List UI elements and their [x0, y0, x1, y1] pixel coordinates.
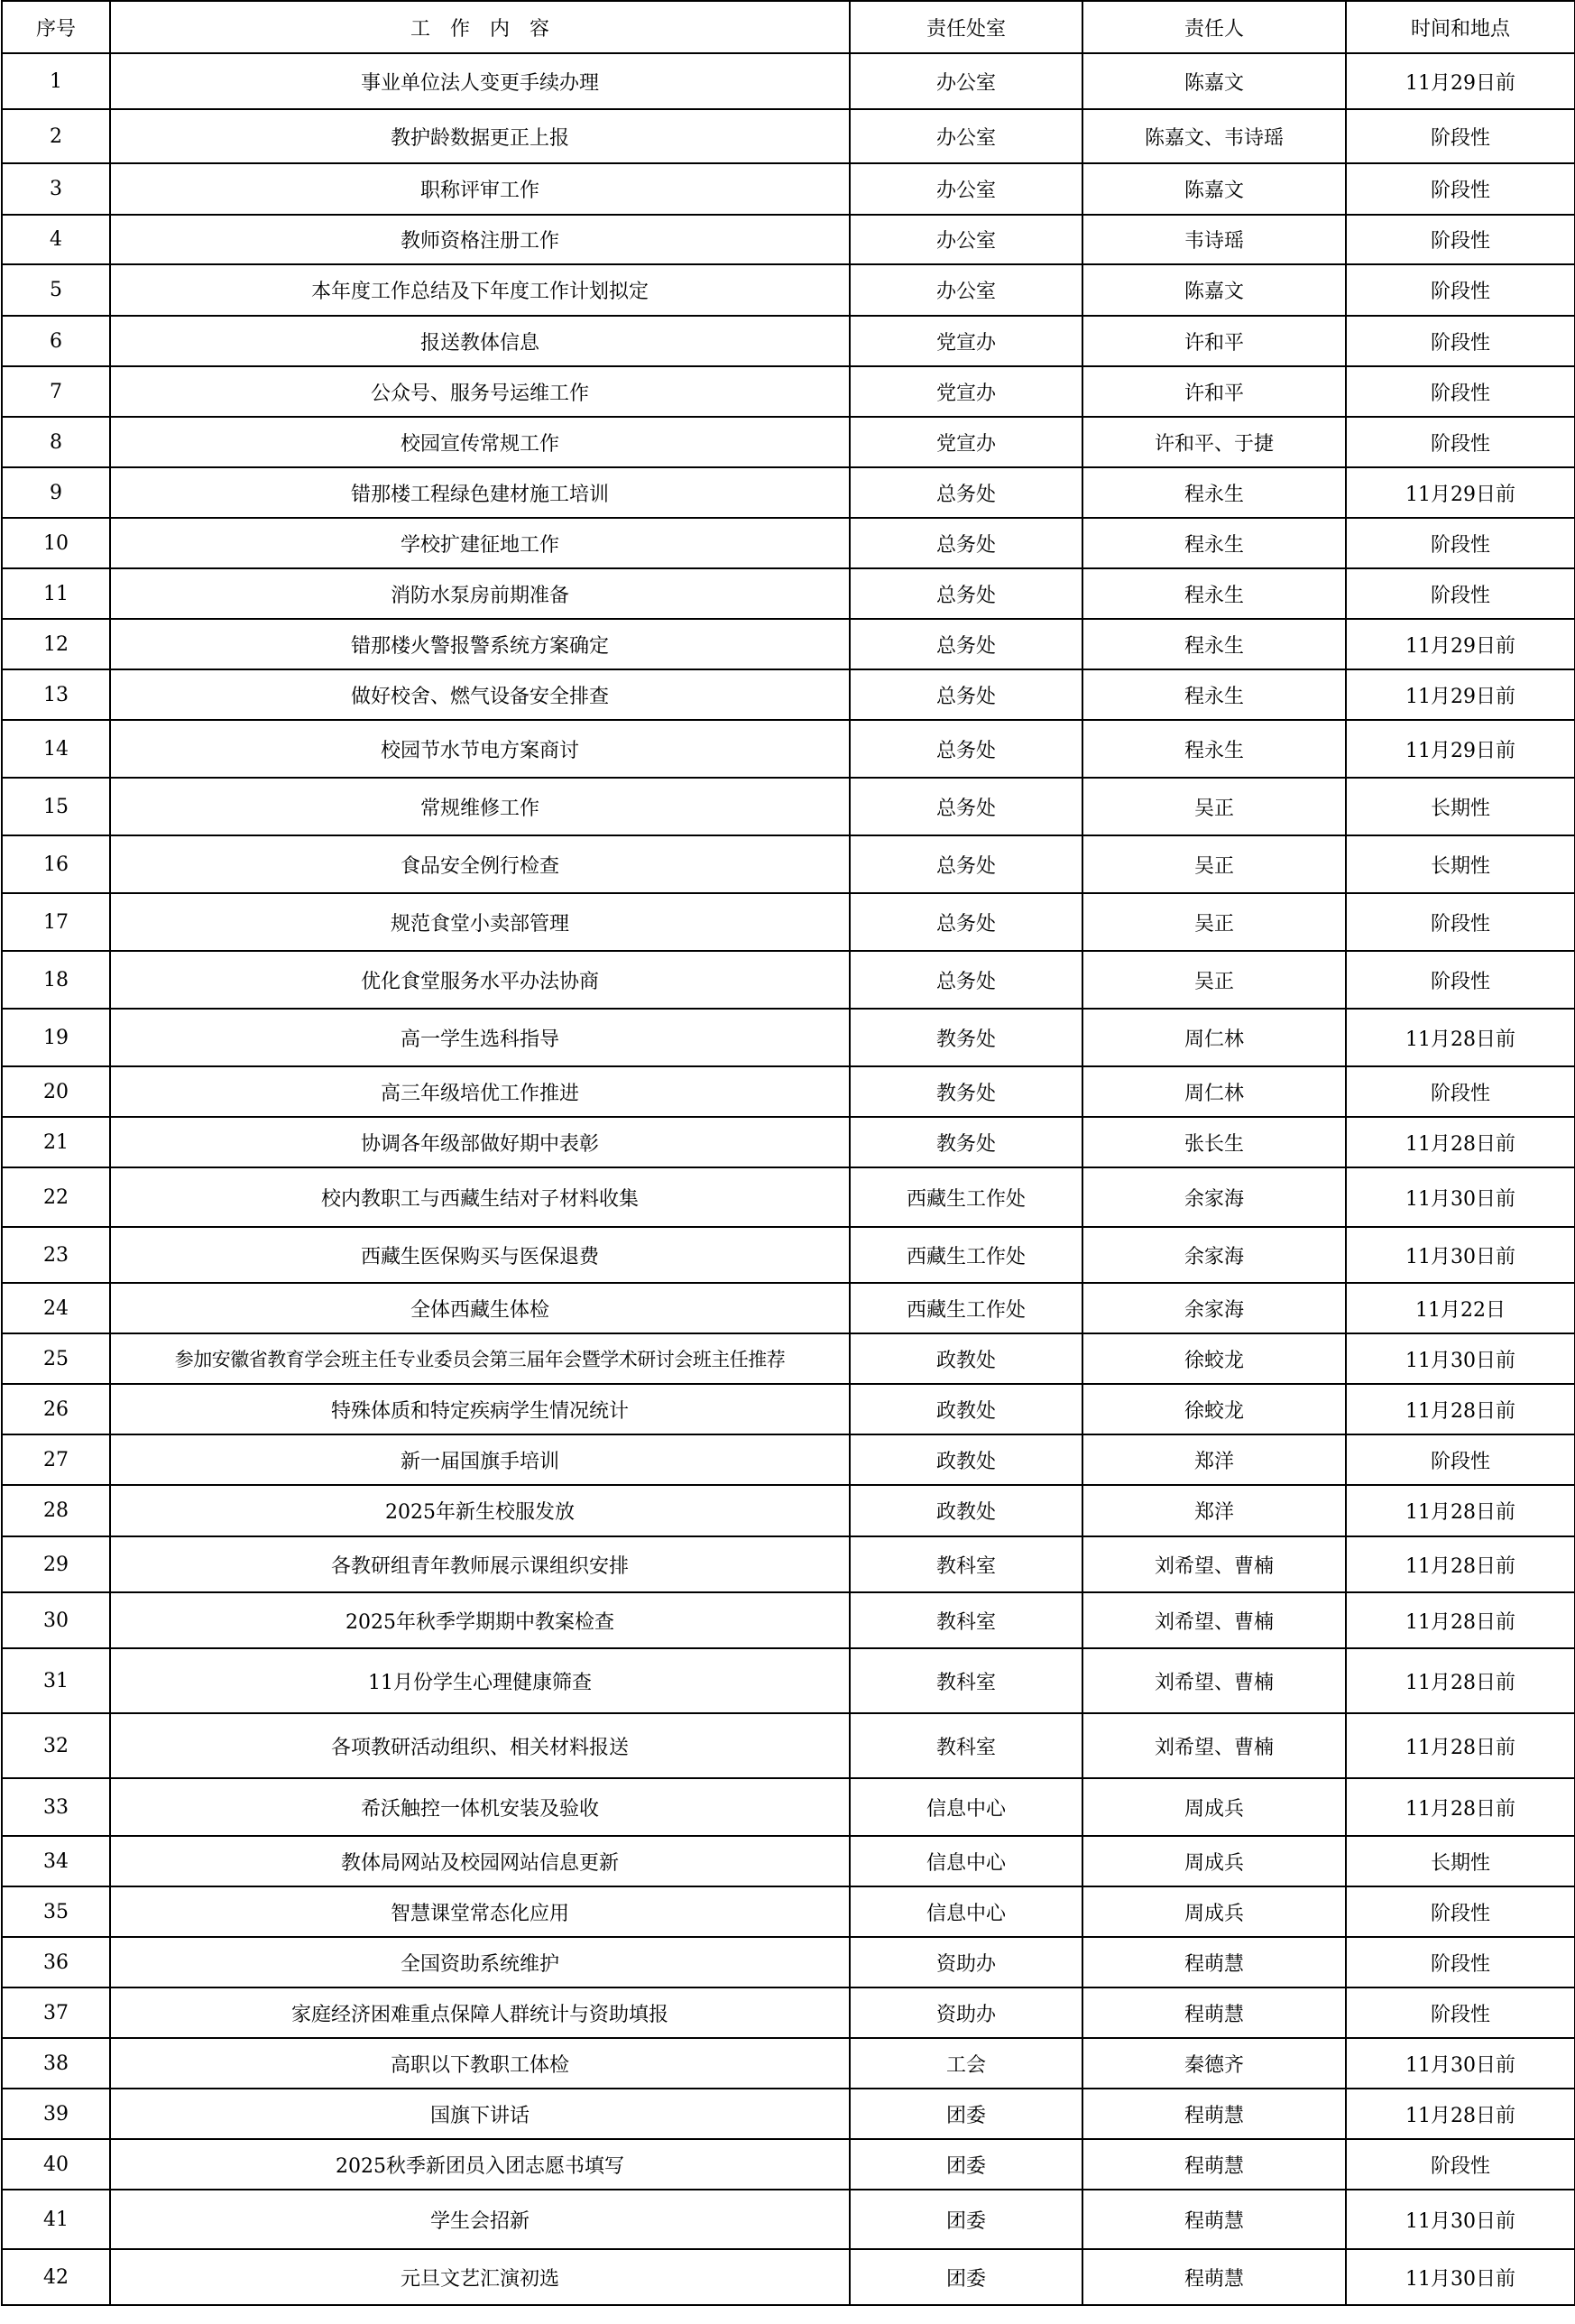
row-responsible-person: 程永生 [1082, 619, 1346, 669]
row-work-content: 公众号、服务号运维工作 [110, 366, 850, 417]
table-row [2, 1227, 1575, 1283]
row-serial-number: 13 [2, 669, 110, 720]
row-responsible-person: 程萌慧 [1082, 2190, 1346, 2249]
row-responsible-person: 刘希望、曹楠 [1082, 1536, 1346, 1592]
row-responsible-person: 程永生 [1082, 518, 1346, 568]
row-time-and-place: 阶段性 [1346, 2139, 1575, 2190]
row-time-and-place: 长期性 [1346, 835, 1575, 893]
work-plan-table [1, 0, 1575, 2306]
row-work-content: 错那楼火警报警系统方案确定 [110, 619, 850, 669]
row-serial-number: 24 [2, 1283, 110, 1333]
table-row [2, 568, 1575, 619]
row-responsible-department: 办公室 [850, 53, 1082, 109]
row-responsible-person: 郑洋 [1082, 1485, 1346, 1536]
row-work-content: 元旦文艺汇演初选 [110, 2249, 850, 2305]
row-serial-number: 11 [2, 568, 110, 619]
header-time-and-place: 时间和地点 [1346, 1, 1575, 53]
row-serial-number: 25 [2, 1333, 110, 1384]
row-responsible-department: 总务处 [850, 951, 1082, 1009]
row-responsible-department: 政教处 [850, 1333, 1082, 1384]
row-responsible-person: 陈嘉文 [1082, 53, 1346, 109]
row-work-content: 学校扩建征地工作 [110, 518, 850, 568]
row-time-and-place: 阶段性 [1346, 109, 1575, 163]
row-time-and-place: 长期性 [1346, 778, 1575, 835]
table-row [2, 1384, 1575, 1434]
row-responsible-person: 余家海 [1082, 1227, 1346, 1283]
row-responsible-person: 吴正 [1082, 778, 1346, 835]
table-row [2, 316, 1575, 366]
row-serial-number: 20 [2, 1066, 110, 1117]
row-serial-number: 23 [2, 1227, 110, 1283]
row-responsible-department: 总务处 [850, 467, 1082, 518]
row-work-content: 消防水泵房前期准备 [110, 568, 850, 619]
row-responsible-department: 总务处 [850, 778, 1082, 835]
row-responsible-person: 吴正 [1082, 893, 1346, 951]
row-responsible-department: 西藏生工作处 [850, 1167, 1082, 1227]
row-serial-number: 1 [2, 53, 110, 109]
table-row [2, 1836, 1575, 1886]
table-row [2, 1485, 1575, 1536]
row-responsible-person: 周仁林 [1082, 1066, 1346, 1117]
row-responsible-department: 政教处 [850, 1485, 1082, 1536]
row-work-content: 2025秋季新团员入团志愿书填写 [110, 2139, 850, 2190]
row-time-and-place: 11月28日前 [1346, 1117, 1575, 1167]
table-body [2, 53, 1575, 2305]
table-row [2, 669, 1575, 720]
row-responsible-person: 程永生 [1082, 669, 1346, 720]
row-work-content: 做好校舍、燃气设备安全排查 [110, 669, 850, 720]
table-row [2, 417, 1575, 467]
row-responsible-department: 办公室 [850, 264, 1082, 316]
row-responsible-person: 许和平 [1082, 366, 1346, 417]
row-serial-number: 40 [2, 2139, 110, 2190]
row-time-and-place: 阶段性 [1346, 893, 1575, 951]
table-row [2, 1713, 1575, 1778]
row-responsible-department: 总务处 [850, 893, 1082, 951]
table-row [2, 1333, 1575, 1384]
table-row [2, 215, 1575, 264]
table-row [2, 619, 1575, 669]
row-time-and-place: 长期性 [1346, 1836, 1575, 1886]
row-work-content: 国旗下讲话 [110, 2089, 850, 2139]
row-responsible-department: 教务处 [850, 1009, 1082, 1066]
row-responsible-department: 教务处 [850, 1066, 1082, 1117]
row-serial-number: 5 [2, 264, 110, 316]
row-time-and-place: 11月28日前 [1346, 1384, 1575, 1434]
row-responsible-department: 总务处 [850, 835, 1082, 893]
row-time-and-place: 11月29日前 [1346, 53, 1575, 109]
row-time-and-place: 11月30日前 [1346, 1333, 1575, 1384]
row-responsible-department: 总务处 [850, 720, 1082, 778]
row-time-and-place: 11月28日前 [1346, 1713, 1575, 1778]
row-time-and-place: 11月28日前 [1346, 1536, 1575, 1592]
row-time-and-place: 阶段性 [1346, 264, 1575, 316]
row-work-content: 高一学生选科指导 [110, 1009, 850, 1066]
row-responsible-department: 办公室 [850, 215, 1082, 264]
row-responsible-person: 刘希望、曹楠 [1082, 1592, 1346, 1648]
row-time-and-place: 11月28日前 [1346, 1009, 1575, 1066]
table-row [2, 1117, 1575, 1167]
row-work-content: 协调各年级部做好期中表彰 [110, 1117, 850, 1167]
row-responsible-person: 许和平、于捷 [1082, 417, 1346, 467]
row-work-content: 家庭经济困难重点保障人群统计与资助填报 [110, 1987, 850, 2038]
row-serial-number: 41 [2, 2190, 110, 2249]
row-work-content: 参加安徽省教育学会班主任专业委员会第三届年会暨学术研讨会班主任推荐 [110, 1333, 850, 1384]
row-serial-number: 18 [2, 951, 110, 1009]
row-work-content: 西藏生医保购买与医保退费 [110, 1227, 850, 1283]
row-work-content: 各项教研活动组织、相关材料报送 [110, 1713, 850, 1778]
header-responsible-person: 责任人 [1082, 1, 1346, 53]
table-row [2, 1592, 1575, 1648]
row-responsible-person: 程永生 [1082, 568, 1346, 619]
row-responsible-department: 办公室 [850, 163, 1082, 215]
row-serial-number: 10 [2, 518, 110, 568]
row-time-and-place: 11月30日前 [1346, 2038, 1575, 2089]
row-responsible-person: 周成兵 [1082, 1836, 1346, 1886]
row-time-and-place: 阶段性 [1346, 951, 1575, 1009]
table-row [2, 951, 1575, 1009]
row-responsible-person: 余家海 [1082, 1167, 1346, 1227]
row-time-and-place: 11月30日前 [1346, 2249, 1575, 2305]
table-row [2, 109, 1575, 163]
row-serial-number: 39 [2, 2089, 110, 2139]
row-serial-number: 36 [2, 1937, 110, 1987]
table-row [2, 53, 1575, 109]
row-time-and-place: 11月30日前 [1346, 1227, 1575, 1283]
row-responsible-person: 程永生 [1082, 720, 1346, 778]
row-time-and-place: 阶段性 [1346, 1987, 1575, 2038]
row-work-content: 各教研组青年教师展示课组织安排 [110, 1536, 850, 1592]
row-serial-number: 12 [2, 619, 110, 669]
row-responsible-department: 教科室 [850, 1648, 1082, 1713]
row-responsible-department: 西藏生工作处 [850, 1283, 1082, 1333]
row-time-and-place: 阶段性 [1346, 1434, 1575, 1485]
row-time-and-place: 阶段性 [1346, 568, 1575, 619]
table-row [2, 778, 1575, 835]
row-work-content: 希沃触控一体机安装及验收 [110, 1778, 850, 1836]
row-responsible-person: 程萌慧 [1082, 1987, 1346, 2038]
row-serial-number: 7 [2, 366, 110, 417]
row-responsible-person: 刘希望、曹楠 [1082, 1713, 1346, 1778]
row-work-content: 报送教体信息 [110, 316, 850, 366]
table-row [2, 1167, 1575, 1227]
row-serial-number: 28 [2, 1485, 110, 1536]
row-serial-number: 32 [2, 1713, 110, 1778]
header-serial-number: 序号 [2, 1, 110, 53]
row-serial-number: 15 [2, 778, 110, 835]
row-time-and-place: 11月29日前 [1346, 669, 1575, 720]
table-row [2, 1066, 1575, 1117]
table-row [2, 163, 1575, 215]
row-responsible-department: 教科室 [850, 1713, 1082, 1778]
row-responsible-department: 总务处 [850, 568, 1082, 619]
row-responsible-person: 周成兵 [1082, 1778, 1346, 1836]
row-work-content: 高三年级培优工作推进 [110, 1066, 850, 1117]
row-responsible-person: 陈嘉文、韦诗瑶 [1082, 109, 1346, 163]
table-row [2, 1778, 1575, 1836]
row-work-content: 优化食堂服务水平办法协商 [110, 951, 850, 1009]
row-time-and-place: 11月28日前 [1346, 1485, 1575, 1536]
row-responsible-department: 团委 [850, 2139, 1082, 2190]
row-responsible-department: 党宣办 [850, 316, 1082, 366]
row-serial-number: 8 [2, 417, 110, 467]
row-responsible-person: 程萌慧 [1082, 2249, 1346, 2305]
row-serial-number: 3 [2, 163, 110, 215]
row-responsible-department: 资助办 [850, 1987, 1082, 2038]
row-serial-number: 35 [2, 1886, 110, 1937]
row-work-content: 职称评审工作 [110, 163, 850, 215]
table-header-row [2, 1, 1575, 53]
row-work-content: 2025年新生校服发放 [110, 1485, 850, 1536]
row-responsible-department: 总务处 [850, 619, 1082, 669]
row-serial-number: 42 [2, 2249, 110, 2305]
row-serial-number: 30 [2, 1592, 110, 1648]
row-responsible-person: 秦德齐 [1082, 2038, 1346, 2089]
row-work-content: 全体西藏生体检 [110, 1283, 850, 1333]
row-time-and-place: 11月28日前 [1346, 2089, 1575, 2139]
row-time-and-place: 11月29日前 [1346, 467, 1575, 518]
row-serial-number: 31 [2, 1648, 110, 1713]
table-row [2, 1886, 1575, 1937]
row-time-and-place: 阶段性 [1346, 316, 1575, 366]
header-work-content: 工 作 内 容 [110, 1, 850, 53]
row-work-content: 校园宣传常规工作 [110, 417, 850, 467]
row-time-and-place: 11月22日 [1346, 1283, 1575, 1333]
row-work-content: 食品安全例行检查 [110, 835, 850, 893]
row-time-and-place: 阶段性 [1346, 417, 1575, 467]
row-work-content: 高职以下教职工体检 [110, 2038, 850, 2089]
row-work-content: 特殊体质和特定疾病学生情况统计 [110, 1384, 850, 1434]
row-responsible-person: 程永生 [1082, 467, 1346, 518]
row-serial-number: 37 [2, 1987, 110, 2038]
table-row [2, 2139, 1575, 2190]
row-serial-number: 27 [2, 1434, 110, 1485]
row-responsible-person: 郑洋 [1082, 1434, 1346, 1485]
table-row [2, 518, 1575, 568]
row-responsible-department: 教务处 [850, 1117, 1082, 1167]
row-responsible-department: 党宣办 [850, 366, 1082, 417]
row-time-and-place: 阶段性 [1346, 215, 1575, 264]
row-responsible-person: 余家海 [1082, 1283, 1346, 1333]
row-responsible-department: 信息中心 [850, 1778, 1082, 1836]
row-time-and-place: 11月30日前 [1346, 1167, 1575, 1227]
table-row [2, 1283, 1575, 1333]
row-work-content: 教护龄数据更正上报 [110, 109, 850, 163]
row-time-and-place: 11月29日前 [1346, 619, 1575, 669]
row-responsible-department: 教科室 [850, 1536, 1082, 1592]
row-responsible-person: 张长生 [1082, 1117, 1346, 1167]
row-responsible-person: 吴正 [1082, 951, 1346, 1009]
row-serial-number: 19 [2, 1009, 110, 1066]
table-row [2, 264, 1575, 316]
row-serial-number: 33 [2, 1778, 110, 1836]
row-work-content: 教师资格注册工作 [110, 215, 850, 264]
header-responsible-department: 责任处室 [850, 1, 1082, 53]
table-row [2, 893, 1575, 951]
row-responsible-department: 总务处 [850, 518, 1082, 568]
table-row [2, 720, 1575, 778]
table-row [2, 1937, 1575, 1987]
row-responsible-department: 党宣办 [850, 417, 1082, 467]
row-work-content: 新一届国旗手培训 [110, 1434, 850, 1485]
row-responsible-person: 陈嘉文 [1082, 264, 1346, 316]
row-serial-number: 22 [2, 1167, 110, 1227]
row-time-and-place: 11月29日前 [1346, 720, 1575, 778]
row-responsible-department: 信息中心 [850, 1836, 1082, 1886]
row-time-and-place: 阶段性 [1346, 1937, 1575, 1987]
row-time-and-place: 阶段性 [1346, 1066, 1575, 1117]
row-work-content: 2025年秋季学期期中教案检查 [110, 1592, 850, 1648]
row-responsible-person: 徐蛟龙 [1082, 1333, 1346, 1384]
row-responsible-department: 团委 [850, 2089, 1082, 2139]
row-work-content: 规范食堂小卖部管理 [110, 893, 850, 951]
table-row [2, 2190, 1575, 2249]
row-time-and-place: 11月28日前 [1346, 1778, 1575, 1836]
row-time-and-place: 11月28日前 [1346, 1648, 1575, 1713]
row-serial-number: 26 [2, 1384, 110, 1434]
row-responsible-person: 程萌慧 [1082, 1937, 1346, 1987]
row-serial-number: 9 [2, 467, 110, 518]
table-row [2, 2089, 1575, 2139]
row-time-and-place: 阶段性 [1346, 366, 1575, 417]
row-work-content: 全国资助系统维护 [110, 1937, 850, 1987]
row-serial-number: 6 [2, 316, 110, 366]
row-responsible-department: 办公室 [850, 109, 1082, 163]
row-responsible-department: 团委 [850, 2190, 1082, 2249]
row-serial-number: 14 [2, 720, 110, 778]
row-responsible-department: 教科室 [850, 1592, 1082, 1648]
row-responsible-person: 程萌慧 [1082, 2089, 1346, 2139]
row-work-content: 校园节水节电方案商讨 [110, 720, 850, 778]
row-work-content: 校内教职工与西藏生结对子材料收集 [110, 1167, 850, 1227]
row-responsible-department: 总务处 [850, 669, 1082, 720]
row-work-content: 智慧课堂常态化应用 [110, 1886, 850, 1937]
row-responsible-person: 刘希望、曹楠 [1082, 1648, 1346, 1713]
row-work-content: 11月份学生心理健康筛查 [110, 1648, 850, 1713]
row-responsible-person: 徐蛟龙 [1082, 1384, 1346, 1434]
row-responsible-department: 政教处 [850, 1434, 1082, 1485]
table-row [2, 1648, 1575, 1713]
row-work-content: 错那楼工程绿色建材施工培训 [110, 467, 850, 518]
row-serial-number: 4 [2, 215, 110, 264]
table-row [2, 835, 1575, 893]
row-responsible-person: 程萌慧 [1082, 2139, 1346, 2190]
row-responsible-department: 资助办 [850, 1937, 1082, 1987]
row-work-content: 事业单位法人变更手续办理 [110, 53, 850, 109]
row-time-and-place: 阶段性 [1346, 163, 1575, 215]
row-responsible-person: 许和平 [1082, 316, 1346, 366]
row-time-and-place: 阶段性 [1346, 518, 1575, 568]
row-time-and-place: 11月30日前 [1346, 2190, 1575, 2249]
row-responsible-department: 信息中心 [850, 1886, 1082, 1937]
table-row [2, 1434, 1575, 1485]
row-serial-number: 34 [2, 1836, 110, 1886]
row-responsible-person: 吴正 [1082, 835, 1346, 893]
row-responsible-person: 韦诗瑶 [1082, 215, 1346, 264]
row-responsible-department: 政教处 [850, 1384, 1082, 1434]
row-serial-number: 38 [2, 2038, 110, 2089]
row-responsible-department: 西藏生工作处 [850, 1227, 1082, 1283]
table-row [2, 2249, 1575, 2305]
row-serial-number: 16 [2, 835, 110, 893]
row-work-content: 常规维修工作 [110, 778, 850, 835]
row-work-content: 学生会招新 [110, 2190, 850, 2249]
table-row [2, 366, 1575, 417]
row-responsible-person: 周成兵 [1082, 1886, 1346, 1937]
row-serial-number: 17 [2, 893, 110, 951]
row-time-and-place: 阶段性 [1346, 1886, 1575, 1937]
row-serial-number: 29 [2, 1536, 110, 1592]
table-row [2, 1536, 1575, 1592]
table-row [2, 1987, 1575, 2038]
table-row [2, 1009, 1575, 1066]
row-work-content: 教体局网站及校园网站信息更新 [110, 1836, 850, 1886]
row-time-and-place: 11月28日前 [1346, 1592, 1575, 1648]
table-row [2, 2038, 1575, 2089]
row-serial-number: 2 [2, 109, 110, 163]
row-work-content: 本年度工作总结及下年度工作计划拟定 [110, 264, 850, 316]
row-responsible-department: 工会 [850, 2038, 1082, 2089]
row-responsible-department: 团委 [850, 2249, 1082, 2305]
table-row [2, 467, 1575, 518]
row-responsible-person: 周仁林 [1082, 1009, 1346, 1066]
row-responsible-person: 陈嘉文 [1082, 163, 1346, 215]
row-serial-number: 21 [2, 1117, 110, 1167]
